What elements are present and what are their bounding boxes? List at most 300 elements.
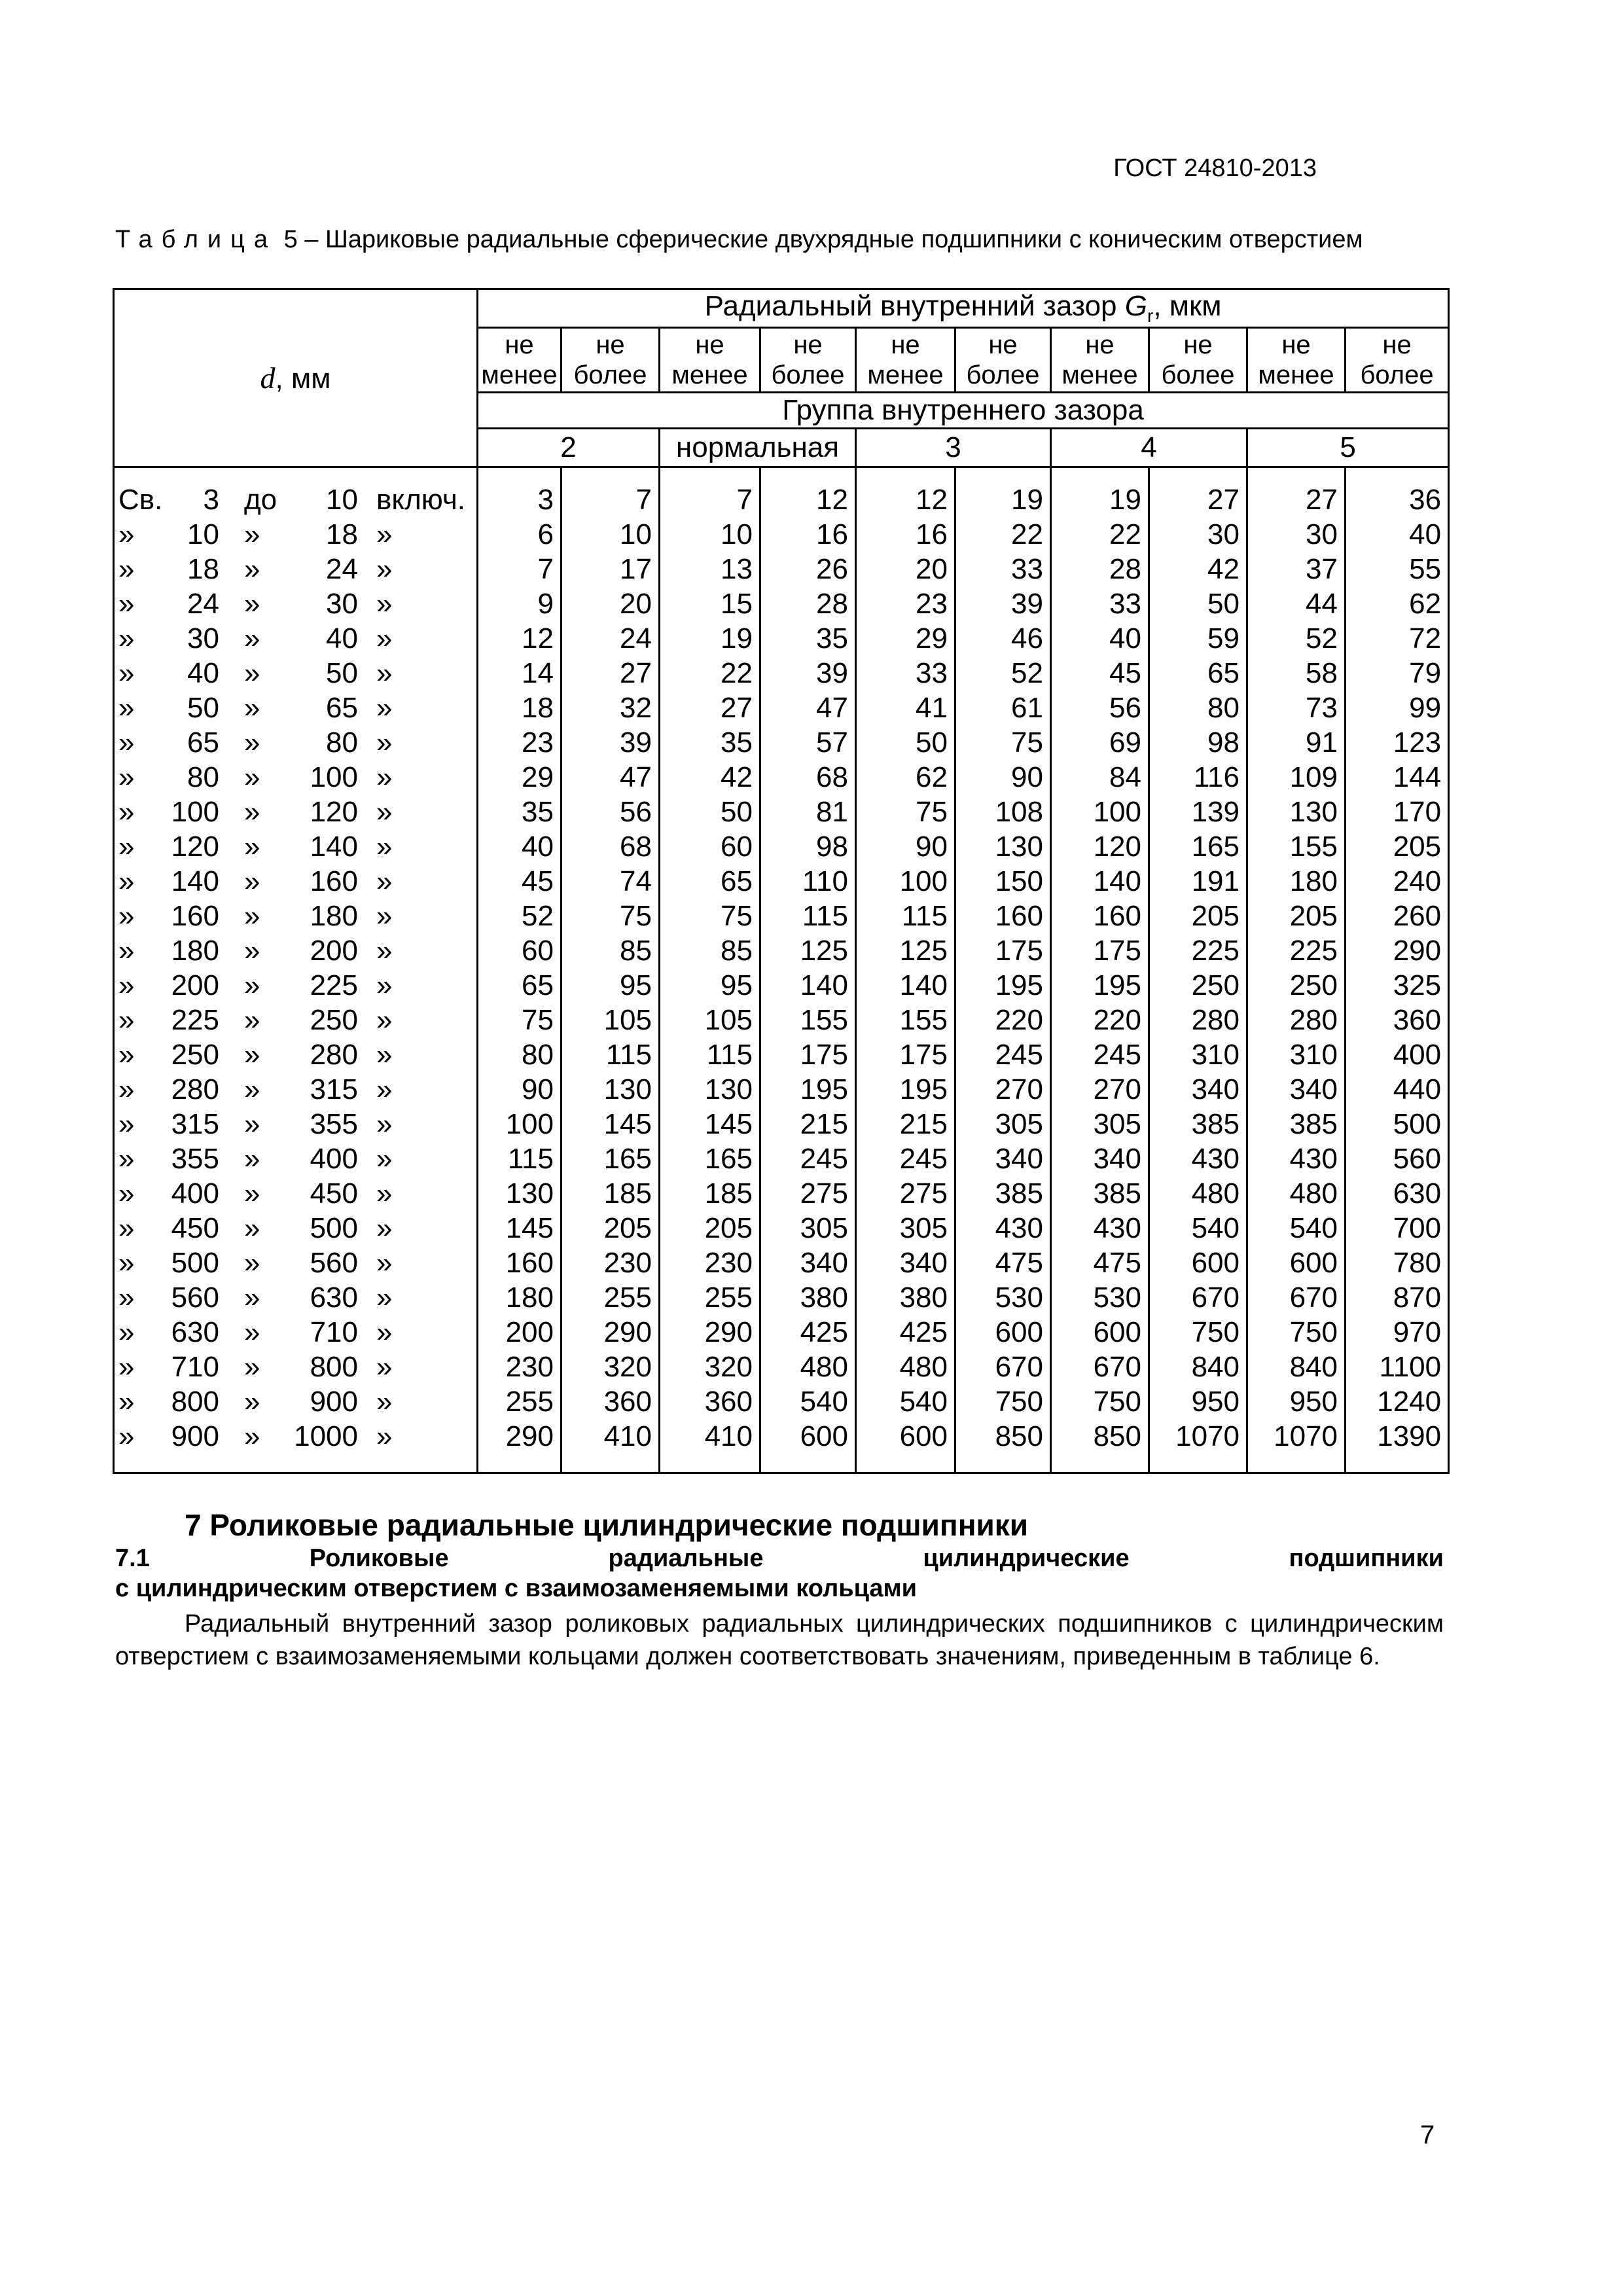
max-clearance-cell: 425	[760, 1315, 856, 1350]
not-less-header: не менее	[660, 327, 760, 392]
max-clearance-cell: 280	[1149, 1003, 1247, 1037]
max-clearance-cell: 185	[562, 1176, 660, 1211]
max-clearance-cell: 90	[955, 760, 1051, 795]
min-clearance-cell: 530	[1051, 1280, 1149, 1315]
diameter-range-cell: » 40 » 50 »	[114, 656, 478, 691]
max-clearance-cell: 144	[1346, 760, 1449, 795]
max-clearance-cell: 68	[562, 829, 660, 864]
max-clearance-cell: 750	[1149, 1315, 1247, 1350]
max-clearance-cell: 39	[562, 725, 660, 760]
min-clearance-cell: 205	[1247, 899, 1346, 933]
max-clearance-cell: 30	[1149, 517, 1247, 552]
diameter-range-cell: » 280 » 315 »	[114, 1072, 478, 1107]
min-clearance-cell: 16	[856, 517, 955, 552]
max-clearance-cell: 175	[760, 1037, 856, 1072]
max-clearance-cell: 430	[1149, 1141, 1247, 1176]
min-clearance-cell: 255	[660, 1280, 760, 1315]
max-clearance-cell: 125	[760, 933, 856, 968]
diameter-range-cell: » 450 » 500 »	[114, 1211, 478, 1246]
table-row	[114, 1350, 1449, 1384]
max-clearance-cell: 16	[760, 517, 856, 552]
group-3-header: 3	[856, 428, 1051, 467]
max-clearance-cell: 245	[760, 1141, 856, 1176]
min-clearance-cell: 165	[660, 1141, 760, 1176]
min-clearance-cell: 340	[1247, 1072, 1346, 1107]
min-clearance-cell: 60	[660, 829, 760, 864]
min-clearance-cell: 195	[856, 1072, 955, 1107]
max-clearance-cell: 75	[562, 899, 660, 933]
min-clearance-cell: 600	[1051, 1315, 1149, 1350]
max-clearance-cell: 7	[562, 467, 660, 517]
min-clearance-cell: 305	[856, 1211, 955, 1246]
not-less-header: не менее	[478, 327, 562, 392]
max-clearance-cell: 175	[955, 933, 1051, 968]
min-clearance-cell: 29	[478, 760, 562, 795]
min-clearance-cell: 430	[1247, 1141, 1346, 1176]
max-clearance-cell: 130	[955, 829, 1051, 864]
max-clearance-cell: 24	[562, 621, 660, 656]
table-body	[114, 467, 1449, 1473]
min-clearance-cell: 125	[856, 933, 955, 968]
min-clearance-cell: 195	[1051, 968, 1149, 1003]
min-clearance-cell: 120	[1051, 829, 1149, 864]
min-clearance-cell: 10	[660, 517, 760, 552]
max-clearance-cell: 970	[1346, 1315, 1449, 1350]
max-clearance-cell: 85	[562, 933, 660, 968]
max-clearance-cell: 61	[955, 691, 1051, 725]
min-clearance-cell: 250	[1247, 968, 1346, 1003]
min-clearance-cell: 480	[1247, 1176, 1346, 1211]
table-row	[114, 864, 1449, 899]
table-row	[114, 1384, 1449, 1419]
min-clearance-cell: 205	[660, 1211, 760, 1246]
max-clearance-cell: 50	[1149, 586, 1247, 621]
table-row	[114, 467, 1449, 517]
max-clearance-cell: 130	[562, 1072, 660, 1107]
min-clearance-cell: 45	[478, 864, 562, 899]
subsection-word: подшипники	[1289, 1545, 1444, 1572]
min-clearance-cell: 225	[1247, 933, 1346, 968]
max-clearance-cell: 600	[760, 1419, 856, 1473]
group-5-header: 5	[1247, 428, 1449, 467]
max-clearance-cell: 150	[955, 864, 1051, 899]
min-clearance-cell: 245	[1051, 1037, 1149, 1072]
max-clearance-cell: 20	[562, 586, 660, 621]
not-more-header: не более	[955, 327, 1051, 392]
min-clearance-cell: 155	[856, 1003, 955, 1037]
max-clearance-cell: 780	[1346, 1246, 1449, 1280]
max-clearance-cell: 140	[760, 968, 856, 1003]
max-clearance-cell: 116	[1149, 760, 1247, 795]
min-clearance-cell: 145	[660, 1107, 760, 1141]
min-clearance-cell: 540	[856, 1384, 955, 1419]
max-clearance-cell: 165	[1149, 829, 1247, 864]
max-clearance-cell: 320	[562, 1350, 660, 1384]
min-clearance-cell: 360	[660, 1384, 760, 1419]
diameter-range-cell: » 630 » 710 »	[114, 1315, 478, 1350]
min-clearance-cell: 22	[1051, 517, 1149, 552]
min-clearance-cell: 340	[856, 1246, 955, 1280]
max-clearance-cell: 139	[1149, 795, 1247, 829]
max-clearance-cell: 39	[955, 586, 1051, 621]
min-clearance-cell: 275	[856, 1176, 955, 1211]
min-clearance-cell: 12	[856, 467, 955, 517]
max-clearance-cell: 340	[1149, 1072, 1247, 1107]
max-clearance-cell: 36	[1346, 467, 1449, 517]
max-clearance-cell: 80	[1149, 691, 1247, 725]
diameter-range-cell: Св. 3 до 10 включ.	[114, 467, 478, 517]
min-clearance-cell: 80	[478, 1037, 562, 1072]
min-clearance-cell: 180	[1247, 864, 1346, 899]
max-clearance-cell: 47	[562, 760, 660, 795]
min-clearance-cell: 75	[478, 1003, 562, 1037]
max-clearance-cell: 28	[760, 586, 856, 621]
min-clearance-cell: 35	[478, 795, 562, 829]
min-clearance-cell: 7	[478, 552, 562, 586]
min-clearance-cell: 69	[1051, 725, 1149, 760]
subsection-word: Роликовые	[309, 1545, 449, 1572]
max-clearance-cell: 220	[955, 1003, 1051, 1037]
min-clearance-cell: 90	[856, 829, 955, 864]
min-clearance-cell: 13	[660, 552, 760, 586]
max-clearance-cell: 155	[760, 1003, 856, 1037]
max-clearance-cell: 55	[1346, 552, 1449, 586]
min-clearance-cell: 15	[660, 586, 760, 621]
group-header: Группа внутреннего зазора	[478, 392, 1449, 428]
subsection-line-2: с цилиндрическим отверстием с взаимозаменяемыми кольцами	[115, 1575, 917, 1602]
min-clearance-cell: 280	[1247, 1003, 1346, 1037]
diameter-range-cell: » 500 » 560 »	[114, 1246, 478, 1280]
max-clearance-cell: 35	[760, 621, 856, 656]
not-more-header: не более	[760, 327, 856, 392]
min-clearance-cell: 310	[1247, 1037, 1346, 1072]
not-more-header: не более	[562, 327, 660, 392]
max-clearance-cell: 205	[1149, 899, 1247, 933]
min-clearance-cell: 130	[660, 1072, 760, 1107]
subsection-number: 7.1	[115, 1545, 150, 1572]
min-clearance-cell: 230	[660, 1246, 760, 1280]
min-clearance-cell: 90	[478, 1072, 562, 1107]
min-clearance-cell: 100	[478, 1107, 562, 1141]
min-clearance-cell: 480	[856, 1350, 955, 1384]
table-row	[114, 552, 1449, 586]
max-clearance-cell: 46	[955, 621, 1051, 656]
max-clearance-cell: 255	[562, 1280, 660, 1315]
min-clearance-cell: 35	[660, 725, 760, 760]
max-clearance-cell: 1390	[1346, 1419, 1449, 1473]
table-row	[114, 1141, 1449, 1176]
max-clearance-cell: 75	[955, 725, 1051, 760]
max-clearance-cell: 530	[955, 1280, 1051, 1315]
max-clearance-cell: 115	[562, 1037, 660, 1072]
max-clearance-cell: 205	[562, 1211, 660, 1246]
max-clearance-cell: 62	[1346, 586, 1449, 621]
min-clearance-cell: 385	[1247, 1107, 1346, 1141]
min-clearance-cell: 65	[660, 864, 760, 899]
max-clearance-cell: 170	[1346, 795, 1449, 829]
min-clearance-cell: 540	[1247, 1211, 1346, 1246]
table-row	[114, 621, 1449, 656]
not-more-header: не более	[1346, 327, 1449, 392]
max-clearance-cell: 260	[1346, 899, 1449, 933]
min-clearance-cell: 750	[1051, 1384, 1149, 1419]
table-row	[114, 795, 1449, 829]
document-code: ГОСТ 24810-2013	[1113, 154, 1317, 182]
min-clearance-cell: 670	[1247, 1280, 1346, 1315]
table-row	[114, 1107, 1449, 1141]
max-clearance-cell: 380	[760, 1280, 856, 1315]
body-paragraph: Радиальный внутренний зазор роликовых радиальных цилиндрических подшипников с цилиндрическим отверстием с взаимозаменяемыми кольцами должен соответствовать значениям, приведенным в таблице 6.	[115, 1610, 1444, 1670]
max-clearance-cell: 325	[1346, 968, 1449, 1003]
table-row	[114, 1419, 1449, 1473]
min-clearance-cell: 670	[1051, 1350, 1149, 1384]
diameter-range-cell: » 10 » 18 »	[114, 517, 478, 552]
min-clearance-cell: 245	[856, 1141, 955, 1176]
min-clearance-cell: 9	[478, 586, 562, 621]
diameter-range-cell: » 250 » 280 »	[114, 1037, 478, 1072]
diameter-range-cell: » 355 » 400 »	[114, 1141, 478, 1176]
subsection-word: радиальные	[608, 1545, 764, 1572]
table-row	[114, 760, 1449, 795]
max-clearance-cell: 110	[760, 864, 856, 899]
page-number: 7	[1420, 2121, 1435, 2149]
min-clearance-cell: 320	[660, 1350, 760, 1384]
table-row	[114, 899, 1449, 933]
max-clearance-cell: 165	[562, 1141, 660, 1176]
max-clearance-cell: 440	[1346, 1072, 1449, 1107]
max-clearance-cell: 33	[955, 552, 1051, 586]
min-clearance-cell: 73	[1247, 691, 1346, 725]
table-row	[114, 968, 1449, 1003]
max-clearance-cell: 215	[760, 1107, 856, 1141]
min-clearance-cell: 84	[1051, 760, 1149, 795]
not-more-header: не более	[1149, 327, 1247, 392]
max-clearance-cell: 670	[1149, 1280, 1247, 1315]
max-clearance-cell: 42	[1149, 552, 1247, 586]
min-clearance-cell: 115	[660, 1037, 760, 1072]
max-clearance-cell: 123	[1346, 725, 1449, 760]
table-caption-text: 5 – Шариковые радиальные сферические двухрядные подшипники с коническим отверстием	[283, 226, 1363, 253]
max-clearance-cell: 305	[760, 1211, 856, 1246]
max-clearance-cell: 540	[1149, 1211, 1247, 1246]
max-clearance-cell: 245	[955, 1037, 1051, 1072]
max-clearance-cell: 250	[1149, 968, 1247, 1003]
min-clearance-cell: 23	[478, 725, 562, 760]
max-clearance-cell: 430	[955, 1211, 1051, 1246]
table-row	[114, 517, 1449, 552]
max-clearance-cell: 65	[1149, 656, 1247, 691]
max-clearance-cell: 98	[1149, 725, 1247, 760]
min-clearance-cell: 100	[1051, 795, 1149, 829]
max-clearance-cell: 850	[955, 1419, 1051, 1473]
min-clearance-cell: 290	[660, 1315, 760, 1350]
max-clearance-cell: 750	[955, 1384, 1051, 1419]
min-clearance-cell: 29	[856, 621, 955, 656]
min-clearance-cell: 185	[660, 1176, 760, 1211]
min-clearance-cell: 56	[1051, 691, 1149, 725]
clearance-header: Радиальный внутренний зазор $G_r$, мкм	[478, 289, 1449, 328]
min-clearance-cell: 155	[1247, 829, 1346, 864]
max-clearance-cell: 32	[562, 691, 660, 725]
min-clearance-cell: 380	[856, 1280, 955, 1315]
diameter-range-cell: » 225 » 250 »	[114, 1003, 478, 1037]
table-row	[114, 656, 1449, 691]
max-clearance-cell: 12	[760, 467, 856, 517]
max-clearance-cell: 305	[955, 1107, 1051, 1141]
min-clearance-cell: 40	[1051, 621, 1149, 656]
max-clearance-cell: 600	[955, 1315, 1051, 1350]
diameter-range-cell: » 80 » 100 »	[114, 760, 478, 795]
min-clearance-cell: 160	[1051, 899, 1149, 933]
max-clearance-cell: 1100	[1346, 1350, 1449, 1384]
max-clearance-cell: 290	[1346, 933, 1449, 968]
d-column-header: d, мм	[114, 289, 478, 467]
subsection-word: цилиндрические	[923, 1545, 1130, 1572]
max-clearance-cell: 385	[1149, 1107, 1247, 1141]
max-clearance-cell: 870	[1346, 1280, 1449, 1315]
max-clearance-cell: 72	[1346, 621, 1449, 656]
min-clearance-cell: 58	[1247, 656, 1346, 691]
min-clearance-cell: 600	[1247, 1246, 1346, 1280]
max-clearance-cell: 270	[955, 1072, 1051, 1107]
min-clearance-cell: 40	[478, 829, 562, 864]
min-clearance-cell: 7	[660, 467, 760, 517]
max-clearance-cell: 1070	[1149, 1419, 1247, 1473]
min-clearance-cell: 140	[856, 968, 955, 1003]
max-clearance-cell: 52	[955, 656, 1051, 691]
table-row	[114, 1246, 1449, 1280]
min-clearance-cell: 950	[1247, 1384, 1346, 1419]
diameter-range-cell: » 900 » 1000 »	[114, 1419, 478, 1473]
min-clearance-cell: 18	[478, 691, 562, 725]
group-4-header: 4	[1051, 428, 1247, 467]
max-clearance-cell: 81	[760, 795, 856, 829]
max-clearance-cell: 340	[955, 1141, 1051, 1176]
diameter-range-cell: » 120 » 140 »	[114, 829, 478, 864]
min-clearance-cell: 41	[856, 691, 955, 725]
min-clearance-cell: 750	[1247, 1315, 1346, 1350]
min-clearance-cell: 30	[1247, 517, 1346, 552]
diameter-range-cell: » 160 » 180 »	[114, 899, 478, 933]
min-clearance-cell: 200	[478, 1315, 562, 1350]
max-clearance-cell: 1240	[1346, 1384, 1449, 1419]
min-clearance-cell: 19	[660, 621, 760, 656]
min-clearance-cell: 62	[856, 760, 955, 795]
diameter-range-cell: » 800 » 900 »	[114, 1384, 478, 1419]
max-clearance-cell: 27	[1149, 467, 1247, 517]
max-clearance-cell: 475	[955, 1246, 1051, 1280]
diameter-range-cell: » 50 » 65 »	[114, 691, 478, 725]
min-clearance-cell: 91	[1247, 725, 1346, 760]
max-clearance-cell: 410	[562, 1419, 660, 1473]
max-clearance-cell: 74	[562, 864, 660, 899]
max-clearance-cell: 57	[760, 725, 856, 760]
diameter-range-cell: » 140 » 160 »	[114, 864, 478, 899]
min-clearance-cell: 28	[1051, 552, 1149, 586]
table-caption	[115, 224, 1444, 255]
not-less-header: не менее	[1247, 327, 1346, 392]
max-clearance-cell: 145	[562, 1107, 660, 1141]
table-row	[114, 1003, 1449, 1037]
diameter-range-cell: » 315 » 355 »	[114, 1107, 478, 1141]
max-clearance-cell: 26	[760, 552, 856, 586]
min-clearance-cell: 60	[478, 933, 562, 968]
section-title: 7 Роликовые радиальные цилиндрические подшипники	[185, 1508, 1029, 1542]
diameter-range-cell: » 710 » 800 »	[114, 1350, 478, 1384]
table-row	[114, 1037, 1449, 1072]
min-clearance-cell: 105	[660, 1003, 760, 1037]
min-clearance-cell: 85	[660, 933, 760, 968]
min-clearance-cell: 52	[478, 899, 562, 933]
min-clearance-cell: 850	[1051, 1419, 1149, 1473]
min-clearance-cell: 95	[660, 968, 760, 1003]
table-label: Таблица	[115, 226, 277, 253]
diameter-range-cell: » 400 » 450 »	[114, 1176, 478, 1211]
min-clearance-cell: 115	[478, 1141, 562, 1176]
max-clearance-cell: 40	[1346, 517, 1449, 552]
min-clearance-cell: 130	[1247, 795, 1346, 829]
max-clearance-cell: 840	[1149, 1350, 1247, 1384]
min-clearance-cell: 20	[856, 552, 955, 586]
diameter-range-cell: » 560 » 630 »	[114, 1280, 478, 1315]
group-2-header: 2	[478, 428, 660, 467]
max-clearance-cell: 47	[760, 691, 856, 725]
max-clearance-cell: 205	[1346, 829, 1449, 864]
max-clearance-cell: 191	[1149, 864, 1247, 899]
min-clearance-cell: 52	[1247, 621, 1346, 656]
min-clearance-cell: 22	[660, 656, 760, 691]
max-clearance-cell: 19	[955, 467, 1051, 517]
not-less-header: не менее	[856, 327, 955, 392]
diameter-range-cell: » 100 » 120 »	[114, 795, 478, 829]
min-clearance-cell: 305	[1051, 1107, 1149, 1141]
min-clearance-cell: 44	[1247, 586, 1346, 621]
min-clearance-cell: 175	[856, 1037, 955, 1072]
max-clearance-cell: 56	[562, 795, 660, 829]
min-clearance-cell: 430	[1051, 1211, 1149, 1246]
min-clearance-cell: 115	[856, 899, 955, 933]
max-clearance-cell: 290	[562, 1315, 660, 1350]
min-clearance-cell: 290	[478, 1419, 562, 1473]
clearance-table	[113, 288, 1450, 1474]
min-clearance-cell: 23	[856, 586, 955, 621]
max-clearance-cell: 10	[562, 517, 660, 552]
table-row	[114, 1315, 1449, 1350]
min-clearance-cell: 385	[1051, 1176, 1149, 1211]
min-clearance-cell: 475	[1051, 1246, 1149, 1280]
min-clearance-cell: 19	[1051, 467, 1149, 517]
min-clearance-cell: 37	[1247, 552, 1346, 586]
min-clearance-cell: 175	[1051, 933, 1149, 968]
max-clearance-cell: 385	[955, 1176, 1051, 1211]
max-clearance-cell: 17	[562, 552, 660, 586]
table-row	[114, 829, 1449, 864]
table-row	[114, 1280, 1449, 1315]
max-clearance-cell: 99	[1346, 691, 1449, 725]
max-clearance-cell: 600	[1149, 1246, 1247, 1280]
table-row	[114, 933, 1449, 968]
max-clearance-cell: 27	[562, 656, 660, 691]
min-clearance-cell: 75	[660, 899, 760, 933]
max-clearance-cell: 310	[1149, 1037, 1247, 1072]
min-clearance-cell: 100	[856, 864, 955, 899]
min-clearance-cell: 27	[660, 691, 760, 725]
min-clearance-cell: 130	[478, 1176, 562, 1211]
max-clearance-cell: 22	[955, 517, 1051, 552]
table-row	[114, 586, 1449, 621]
min-clearance-cell: 27	[1247, 467, 1346, 517]
min-clearance-cell: 42	[660, 760, 760, 795]
